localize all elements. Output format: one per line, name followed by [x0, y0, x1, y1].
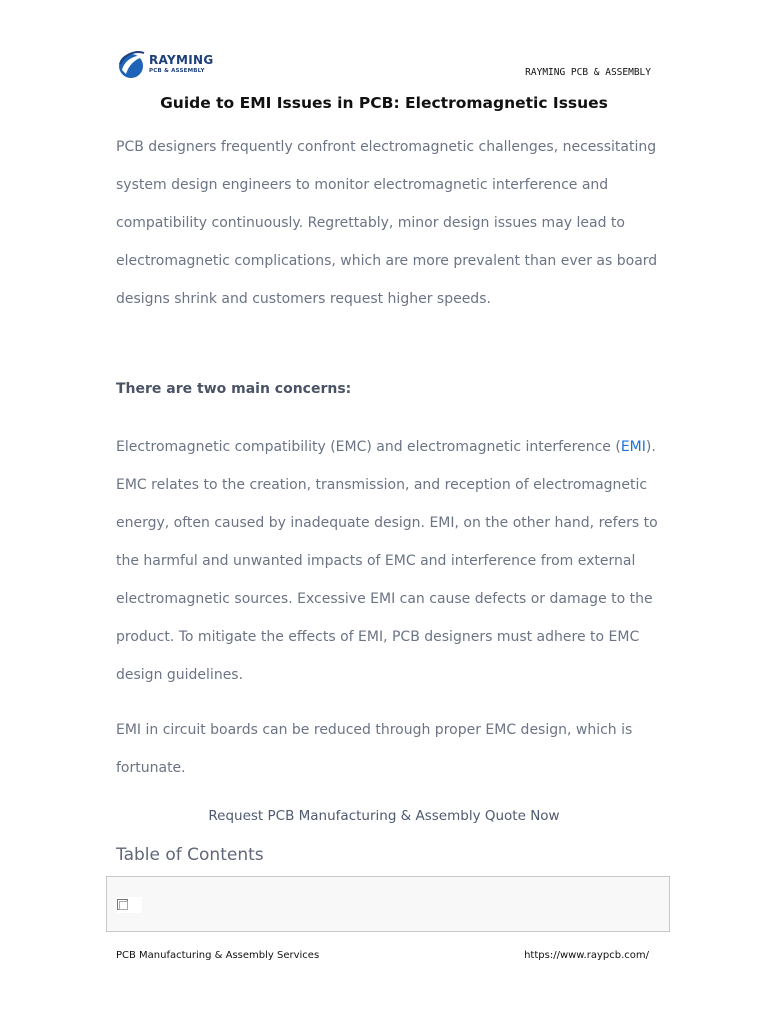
toc-toggle-button[interactable] [116, 897, 142, 913]
logo-text: RAYMING [149, 53, 214, 67]
toc-title: Table of Contents [116, 845, 264, 865]
rayming-logo-icon [116, 50, 148, 80]
toc-container [106, 876, 670, 932]
footer-url-link[interactable]: https://www.raypcb.com/ [524, 950, 649, 961]
emi-link[interactable]: EMI [620, 439, 646, 455]
page-title: Guide to EMI Issues in PCB: Electromagnetic Issues [160, 94, 608, 112]
emc-design-paragraph: EMI in circuit boards can be reduced through proper EMC design, which is fortunate. [116, 722, 633, 776]
footer-services: PCB Manufacturing & Assembly Services [116, 950, 320, 961]
toc-toggle-icon [117, 899, 129, 911]
concerns-heading: There are two main concerns: [116, 381, 352, 397]
paragraph-text: ). EMC relates to the creation, transmission, and reception of electromagnetic energy, often caused by inadequate design. EMI, on the other hand, refers to the harmful and unwanted impacts of EMC and interference from external electromagnetic sources. Excessive EMI can cause defects or damage to the product. To mitigate the effects of EMI, PCB designers must adhere to EMC design guidelines. [116, 439, 658, 683]
paragraph-text: Electromagnetic compatibility (EMC) and electromagnetic interference ( [116, 439, 621, 455]
logo-subtext: PCB & ASSEMBLY [149, 68, 205, 74]
quote-request-link[interactable]: Request PCB Manufacturing & Assembly Quote Now [208, 808, 560, 824]
rayming-logo [116, 50, 236, 82]
emc-emi-paragraph [116, 428, 661, 694]
intro-paragraph: PCB designers frequently confront electromagnetic challenges, necessitating system design engineers to monitor electromagnetic interference and compatibility continuously. Regrettably, minor design issues may lead to electromagnetic complications, which are more prevalent than ever as board designs shrink and customers request higher speeds. [116, 139, 658, 307]
header-company-name: RAYMING PCB & ASSEMBLY [525, 67, 651, 78]
